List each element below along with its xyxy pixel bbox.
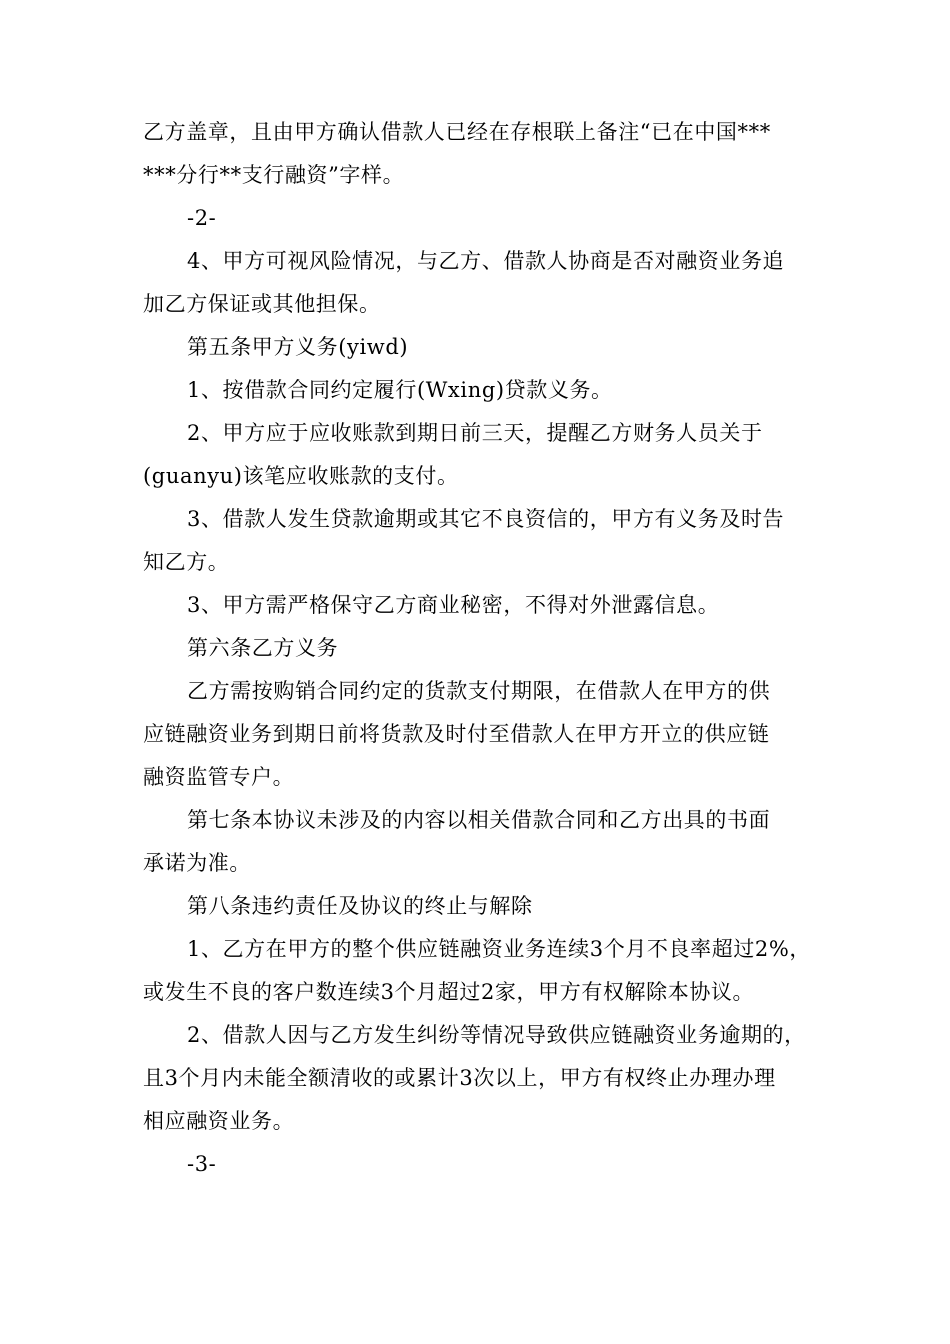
text-line: 应链融资业务到期日前将货款及时付至借款人在甲方开立的供应链 <box>143 722 770 746</box>
section-heading: 第七条本协议未涉及的内容以相关借款合同和乙方出具的书面 <box>187 808 771 832</box>
text-line: (guanyu)该笔应收账款的支付。 <box>143 464 459 488</box>
page-number: -3- <box>187 1152 217 1176</box>
text-line: ***分行**支行融资”字样。 <box>143 163 405 187</box>
text-line: 3、借款人发生贷款逾期或其它不良资信的，甲方有义务及时告 <box>187 507 785 531</box>
text-line: 承诺为准。 <box>143 851 251 875</box>
section-heading: 第五条甲方义务(yiwd) <box>187 335 409 359</box>
text-line: 1、按借款合同约定履行(Wxing)贷款义务。 <box>187 378 613 402</box>
text-line: 或发生不良的客户数连续3个月超过2家，甲方有权解除本协议。 <box>143 980 755 1004</box>
section-heading: 第六条乙方义务 <box>187 636 339 660</box>
text-line: 4、甲方可视风险情况，与乙方、借款人协商是否对融资业务追 <box>187 249 785 273</box>
page-number: -2- <box>187 206 217 230</box>
text-line: 1、乙方在甲方的整个供应链融资业务连续3个月不良率超过2%， <box>187 937 812 961</box>
text-line: 且3个月内未能全额清收的或累计3次以上，甲方有权终止办理办理 <box>143 1066 776 1090</box>
text-line: 乙方需按购销合同约定的货款支付期限，在借款人在甲方的供 <box>187 679 771 703</box>
text-line: 乙方盖章，且由甲方确认借款人已经在存根联上备注“已在中国*** <box>143 120 771 144</box>
text-line: 融资监管专户。 <box>143 765 295 789</box>
section-heading: 第八条违约责任及协议的终止与解除 <box>187 894 533 918</box>
text-line: 2、借款人因与乙方发生纠纷等情况导致供应链融资业务逾期的， <box>187 1023 806 1047</box>
text-line: 相应融资业务。 <box>143 1109 295 1133</box>
text-line: 2、甲方应于应收账款到期日前三天，提醒乙方财务人员关于 <box>187 421 763 445</box>
text-line: 加乙方保证或其他担保。 <box>143 292 381 316</box>
text-line: 知乙方。 <box>143 550 230 574</box>
text-line: 3、甲方需严格保守乙方商业秘密，不得对外泄露信息。 <box>187 593 720 617</box>
